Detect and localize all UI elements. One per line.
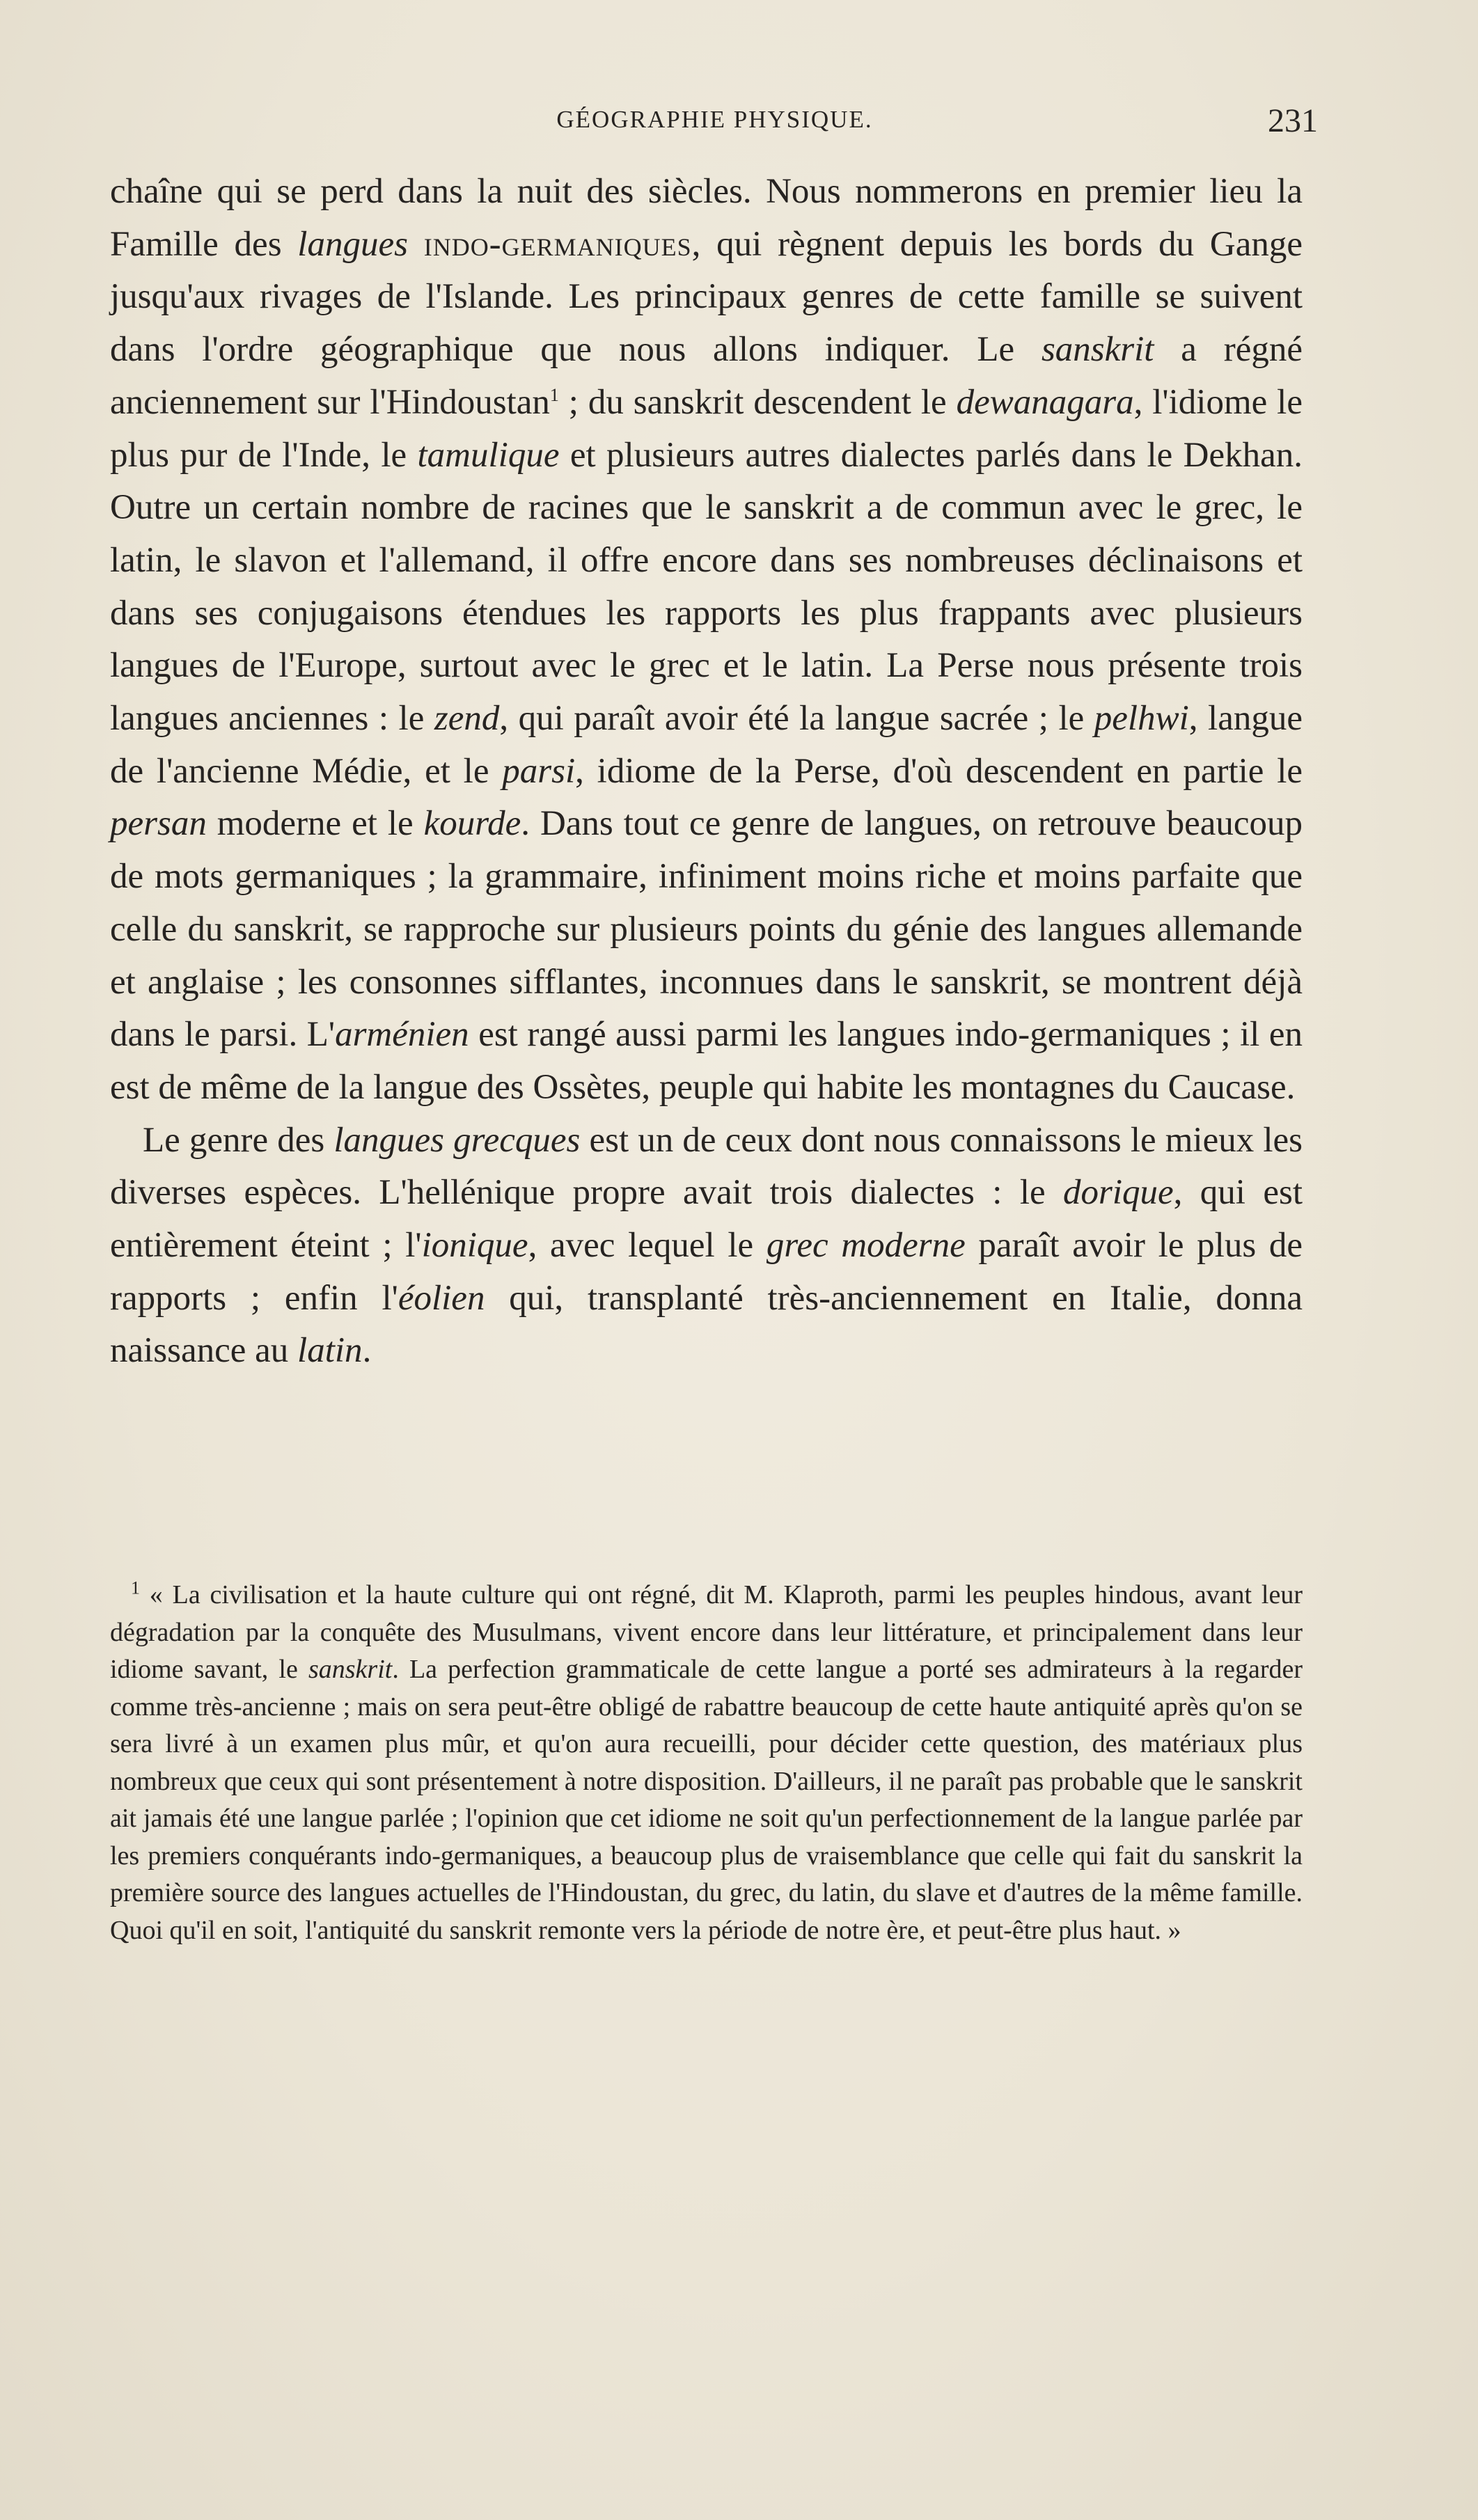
- italic-term: persan: [110, 804, 207, 844]
- paragraph-greek: [110, 1115, 1303, 1378]
- main-text: [110, 166, 1303, 1378]
- text-run: paraît avoir le plus de rapports ; enfin l': [110, 1226, 1303, 1318]
- text-run: , qui règnent depuis les bords du Gange jusqu'aux rivages de l'Islande. Les principaux genres de cette famille se suivent dans l'ordre géographique que nous allons indiquer. Le: [110, 224, 1303, 370]
- text-run: , langue de l'ancienne Médie, et le: [110, 699, 1303, 791]
- italic-term: kourde: [423, 804, 521, 844]
- text-run: est rangé aussi parmi les langues indo-germaniques ; il en est de même de la langue des Ossètes, peuple qui habite les montagnes du Caucase.: [110, 1015, 1303, 1107]
- footnote-reference[interactable]: 1: [549, 384, 559, 405]
- text-run: Le genre des: [143, 1120, 334, 1160]
- text-run: « La civilisation et la haute culture qui ont régné, dit M. Klaproth, parmi les peuples hindous, avant leur dégradation par la conquête des Musulmans, vivent encore dans leur littérature, et principalement dans leur idiome savant, le: [110, 1580, 1303, 1684]
- italic-term: zend: [434, 699, 500, 739]
- italic-term: langues grecques: [333, 1120, 581, 1160]
- text-run: moderne et le: [206, 804, 424, 844]
- text-run: , qui paraît avoir été la langue sacrée ; le: [499, 699, 1094, 739]
- italic-term: sanskrit: [308, 1655, 393, 1684]
- text-run: chaîne qui se perd dans la nuit des siècles. Nous nommerons en premier lieu la Famille des: [110, 172, 1303, 264]
- italic-term: grec moderne: [766, 1226, 966, 1266]
- text-run: , qui est entièrement éteint ; l': [110, 1173, 1303, 1266]
- footnote: [110, 1577, 1303, 1949]
- italic-term: tamulique: [417, 435, 560, 475]
- text-run: ; du sanskrit descendent le: [558, 382, 957, 422]
- italic-term: dorique: [1063, 1173, 1174, 1213]
- text-run: et plusieurs autres dialectes parlés dans le Dekhan. Outre un certain nombre de racines que le sanskrit a de commun avec le grec, le latin, le slavon et l'allemand, il offre encore dans ses nombreuses déclinaisons et dans ses conjugaisons étendues les rapports les plus frappants avec plusieurs langues de l'Europe, surtout avec le grec et le latin. La Perse nous présente trois langues anciennes : le: [110, 435, 1303, 739]
- italic-term: parsi: [502, 751, 576, 791]
- text-run: . Dans tout ce genre de langues, on retrouve beaucoup de mots germaniques ; la grammaire, infiniment moins riche et moins parfaite que celle du sanskrit, se rapproche sur plusieurs points du génie des langues allemande et anglaise ; les consonnes sifflantes, inconnues dans le sanskrit, se montrent déjà dans le parsi.: [110, 804, 1303, 1055]
- text-run: , avec lequel le: [528, 1226, 766, 1266]
- italic-term: latin: [297, 1331, 363, 1371]
- text-run: . La perfection grammaticale de cette langue a porté ses admirateurs à la regarder comme très-ancienne ; mais on sera peut-être obligé de rabattre beaucoup de cette haute antiquité après qu'on se sera livré à un examen plus mûr, et qu'on aura recueilli, pour décider cette question, des matériaux plus nombreux que ceux qui sont présentement à notre disposition. D'ailleurs, il ne paraît pas probable que le sanskrit ait jamais été une langue parlée ; l'opinion que cet idiome ne soit qu'un perfectionnement de la langue parlée par les premiers conquérants indo-germaniques, a beaucoup plus de vraisemblance que celle qui fait du sanskrit la première source des langues actuelles de l'Hindoustan, du grec, du latin, du slave et d'autres de la même famille. Quoi qu'il en soit, l'antiquité du sanskrit remonte vers la période de notre ère, et peut-être plus haut. »: [110, 1655, 1303, 1945]
- italic-term: arménien: [335, 1015, 469, 1055]
- footnote-text: [110, 1577, 1303, 1949]
- running-title: GÉOGRAPHIE PHYSIQUE.: [556, 106, 873, 133]
- footnote-mark: 1: [131, 1577, 140, 1598]
- text-run: a régné anciennement sur l'Hindoustan: [110, 330, 1303, 422]
- italic-term: ionique: [421, 1226, 528, 1266]
- page-number: 231: [1268, 102, 1318, 139]
- italic-term: langues: [297, 224, 408, 264]
- italic-term: éolien: [398, 1278, 485, 1318]
- text-run: , idiome de la Perse, d'où descendent en partie le: [575, 751, 1303, 791]
- text-run: L': [306, 1015, 336, 1055]
- italic-term: pelhwi: [1094, 699, 1189, 739]
- italic-term: dewanagara: [956, 382, 1134, 422]
- text-run: .: [362, 1331, 372, 1371]
- page-header: [111, 102, 1318, 143]
- text-run: qui, transplanté très-anciennement en Italie, donna naissance au: [110, 1278, 1303, 1371]
- text-run: , l'idiome le plus pur de l'Inde, le: [110, 382, 1303, 475]
- paragraph-indo-germanic: [110, 166, 1303, 1115]
- small-caps-term: indo-germaniques: [423, 224, 692, 264]
- italic-term: sanskrit: [1041, 330, 1154, 370]
- text-run: est un de ceux dont nous connaissons le mieux les diverses espèces. L'hellénique propre avait trois dialectes : le: [110, 1120, 1303, 1213]
